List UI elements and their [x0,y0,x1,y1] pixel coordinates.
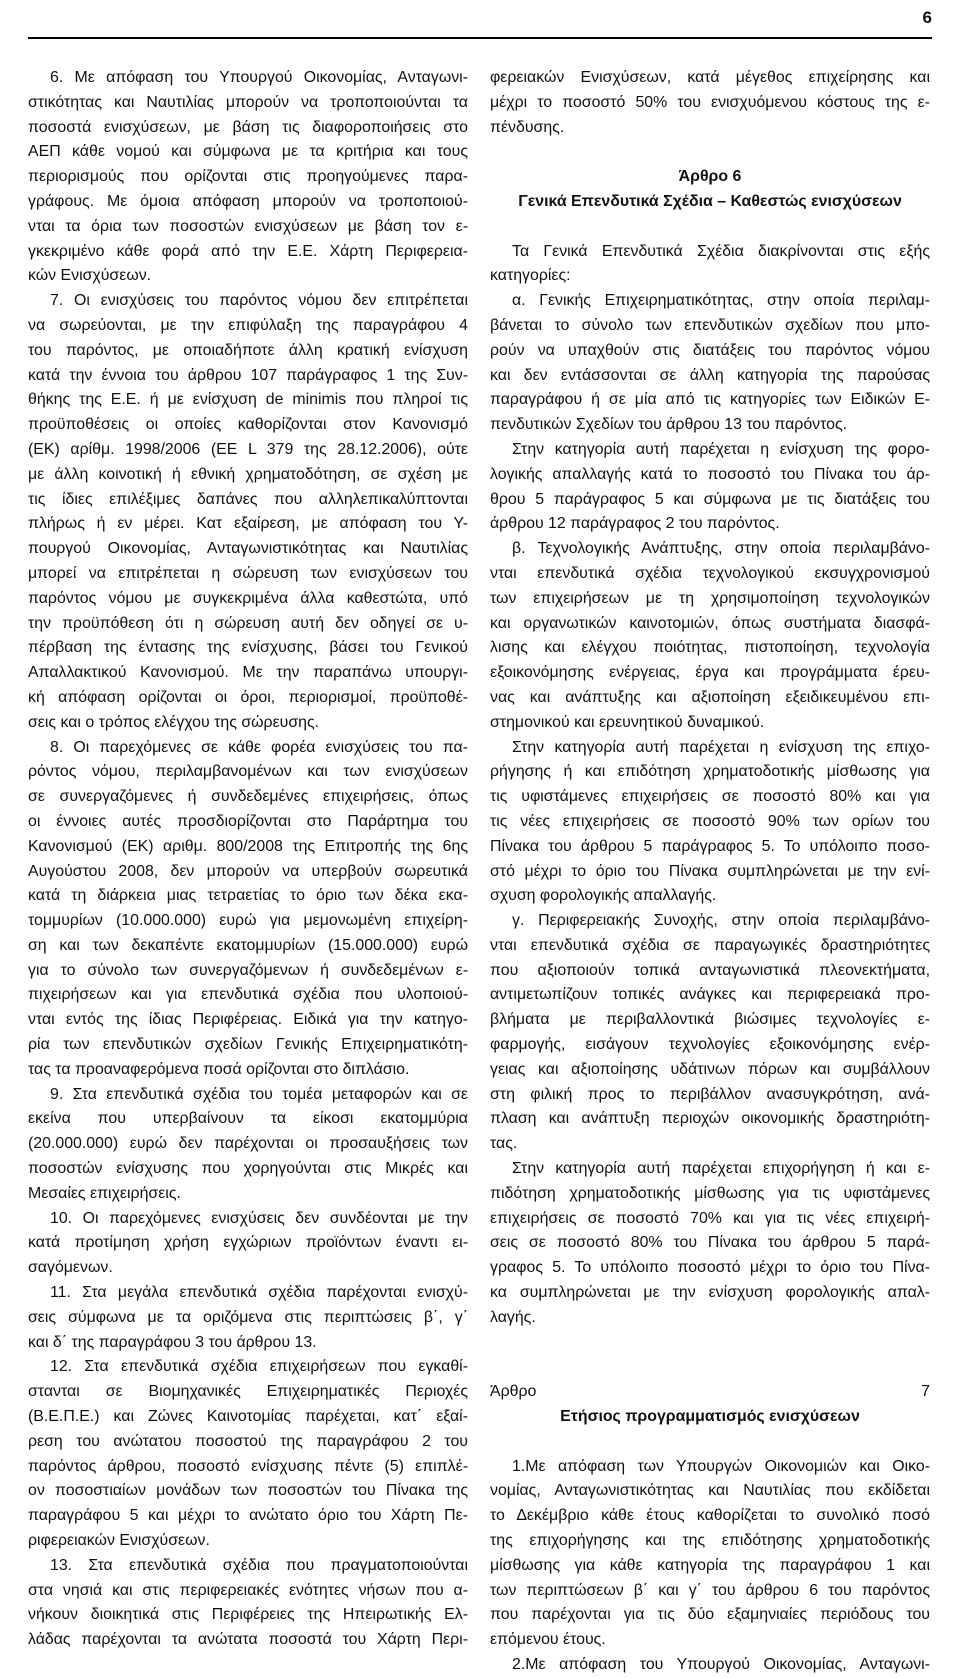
text-line: περιορισμούς που ορίζονται στις προηγούμενες παρα- [28,168,468,186]
text-line: άρθρου 12 παράγραφος 2 του παρόντος. [490,515,780,533]
text-line: των επιχειρήσεων με τη χρησιμοποίηση τεχνολογικών [490,589,930,607]
text-line: κή απόφαση ορίζονται οι όροι, περιορισμοί, προϋποθέ- [28,688,468,706]
text-line: ρούν να υπαχθούν στις διατάξεις του παρόντος νόμου [490,341,930,359]
text-line: μέχρι το ποσοστό 50% του ενισχυόμενου κόστους της ε- [490,93,930,111]
text-line: Απαλλακτικού Κανονισμού. Με την παραπάνω υπουργι- [28,664,468,682]
blank-line [490,215,930,240]
text-line: παρόντος άρθρου, ποσοστό ενίσχυσης πέντε (5) επιπλέ- [28,1457,468,1475]
text-line: (Β.Ε.Π.Ε.) και Ζώνες Καινοτομίας παρέχεται, κατ΄ εξαί- [28,1408,468,1426]
text-line: μίσθωσης για κάθε κατηγορία της παραγράφου 1 και [490,1556,930,1574]
text-line: πενδυτικών Σχεδίων του άρθρου 13 του παρόντος. [490,416,848,434]
text-line: ον ποσοστιαίων μονάδων των ποσοστών του Πίνακα της [28,1482,468,1500]
text-line: 12. Στα επενδυτικά σχέδια επιχειρήσεων που εγκαθί- [50,1358,468,1376]
text-line: στη φιλική προς το περιβάλλον ανασυγκρότηση, ανά- [490,1085,930,1103]
text-line: (ΕΚ) αρίθμ. 1998/2006 (ΕΕ L 379 της 28.12.2006), ούτε [28,440,468,458]
text-line: 2.Με απόφαση του Υπουργού Οικονομίας, Ανταγωνι- [512,1656,930,1673]
text-line: νται τα όρια των ποσοστών ενισχύσεων με βάση τον ε- [28,217,468,235]
text-line: Πίνακα του άρθρου 5 παράγραφος 5. Το υπόλοιπο ποσο- [490,837,930,855]
text-line: κατηγορίες: [490,267,571,285]
text-line: Μεσαίες επιχειρήσεις. [28,1184,181,1202]
text-line: 9. Στα επενδυτικά σχέδια του τομέα μεταφορών και σε [50,1085,468,1103]
header-rule [28,37,932,39]
text-line: 6. Με απόφαση του Υπουργού Οικονομίας, Ανταγωνι- [50,69,468,86]
text-line: θρου 5 παράγραφος 5 και σύμφωνα με τις διατάξεις του [490,490,930,508]
text-line: 10. Οι παρεχόμενες ενισχύσεις δεν συνδέονται με την [50,1209,468,1227]
text-line: Αυγούστου 2008, δεν μπορούν να υπερβούν σωρευτικά [28,862,468,880]
text-line: στανται σε Βιομηχανικές Επιχειρηματικές Περιοχές [28,1383,468,1401]
text-line: 1.Με απόφαση των Υπουργών Οικονομιών και Οικο- [512,1457,930,1475]
text-line: τις υφιστάμενες επιχειρήσεις σε ποσοστό 80% και για [490,788,930,806]
text-line: 8. Οι παρεχόμενες σε κάθε φορέα ενισχύσεις του πα- [50,738,468,756]
text-line: στα νησιά και στις περιφερειακές ενότητες νήσων που α- [28,1581,468,1599]
text-line: οι έννοιες αυτές προσδιορίζονται στο Παράρτημα του [28,812,468,830]
text-line: πιδότηση χρηματοδοτικής μίσθωσης για τις υφιστάμενες [490,1184,930,1202]
text-line: πέρβαση της έντασης της ενίσχυσης, βάσει του Γενικού [28,639,468,657]
text-line: του παρόντος, με οποιαδήποτε άλλη κρατική ενίσχυση [28,341,468,359]
text-line: Στην κατηγορία αυτή παρέχεται η ενίσχυση της φορο- [512,440,930,458]
text-line: 11. Στα μεγάλα επενδυτικά σχέδια παρέχονται ενισχύ- [50,1284,468,1302]
text-line: Κανονισμού (ΕΚ) αριθμ. 800/2008 της Επιτροπής της 6ης [28,837,468,855]
text-line: σε συνεργαζόμενες ή συνδεδεμένες επιχειρήσεις, όπως [28,788,468,806]
text-line: γκεκριμένο κάθε φορά από την Ε.Ε. Χάρτη Περιφερεια- [28,242,468,260]
text-line: την προϋπόθεση ότι η σώρευση αυτή δεν οδηγεί σε υ- [28,614,468,632]
text-line: εκείνα που υπερβαίνουν τα είκοσι εκατομμύρια [28,1110,468,1128]
text-line: Τα Γενικά Επενδυτικά Σχέδια διακρίνονται στις εξής [512,242,930,260]
text-line: σεις σύμφωνα με τα οριζόμενα στις περιπτώσεις β΄, γ΄ [28,1308,468,1326]
text-line: γειας και αξιοποίησης υδάτινων πόρων και συμβάλλουν [490,1060,930,1078]
text-line: τις νέες επιχειρήσεις σε ποσοστό 90% των ορίων του [490,812,930,830]
text-line: φερειακών Ενισχύσεων, κατά μέγεθος επιχείρησης και [490,69,930,86]
text-line: νομίας, Ανταγωνιστικότητας και Ναυτιλίας που εκδίδεται [490,1482,930,1500]
blank-line [490,1430,930,1455]
text-line: νται επενδυτικά σχέδια τεχνολογικού εκσυγχρονισμού [490,564,930,582]
page-number: 6 [922,8,932,27]
text-line: ποσοστών ενίσχυσης που χορηγούνται στις Μικρές και [28,1160,468,1178]
text-line: νήκουν διοικητικά στις Περιφέρειες της Ηπειρωτικής Ελ- [28,1606,468,1624]
blank-line [490,1355,930,1380]
text-line: αντιμετωπίζουν τοπικές ανάγκες και περιφερειακά προ- [490,986,930,1004]
text-line: 13. Στα επενδυτικά σχέδια που πραγματοποιούνται [50,1556,468,1574]
text-line: τις ίδιες επιλέξιμες δαπάνες που αλληλεπικαλύπτονται [28,490,468,508]
text-line: παραγράφου ή σε μία από τις κατηγορίες των Ειδικών Ε- [490,391,930,409]
text-line: (20.000.000) ευρώ δεν παρέχονται οι προσαυξήσεις των [28,1135,468,1153]
article-heading: Γενικά Επενδυτικά Σχέδια – Καθεστώς ενισχύσεων [518,192,902,210]
text-line: παραγράφου 5 και μέχρι το ανώτατο όριο του Χάρτη Πε- [28,1507,468,1525]
text-line: πένδυσης. [490,118,565,136]
text-line: στημονικού και ερευνητικού δυναμικού. [490,713,765,731]
text-line: να σωρεύονται, με την επιφύλαξη της παραγράφου 4 [28,316,468,334]
text-line: σεις σε ποσοστό 80% του Πίνακα του άρθρου 5 παρά- [490,1234,930,1252]
text-line: Στην κατηγορία αυτή παρέχεται η ενίσχυση της επιχο- [512,738,930,756]
text-line: νται εντός της ίδιας Περιφέρειας. Ειδικά για την κατηγο- [28,1011,468,1029]
text-line: ΑΕΠ κάθε νομού και σύμφωνα με τα κριτήρια και τους [28,143,468,161]
text-line: ρία των επενδυτικών σχεδίων Γενικής Επιχειρηματικότη- [28,1036,468,1054]
text-line: λογικής απαλλαγής κατά το ποσοστό του Πίνακα του άρ- [490,465,930,483]
text-line: Άρθρο 7 [490,1383,930,1401]
text-line: κα συμπληρώνεται με την ενίσχυση φορολογικής απαλ- [490,1284,930,1302]
text-line: πλήρως ή εν μέρει. Κατ εξαίρεση, με απόφαση του Υ- [28,515,468,533]
text-line: ρόντος νόμου, περιλαμβανομένων και των ενισχύσεων [28,763,468,781]
text-line: μπορεί να επιτρέπεται η σώρευση των ενισχύσεων του [28,564,468,582]
text-line: Στην κατηγορία αυτή παρέχεται επιχορήγηση ή και ε- [512,1160,930,1178]
text-line: ση και των δεκαπέντε εκατομμυρίων (15.000.000) ευρώ [28,936,468,954]
text-line: που παρέχονται για τις δύο εξαμηνιαίες περιόδους του [490,1606,930,1624]
text-line: με άλλη κοινοτική ή εθνική χρηματοδότηση, σε σχέση με [28,465,468,483]
text-line: ριφερειακών Ενισχύσεων. [28,1532,210,1550]
text-line: β. Τεχνολογικής Ανάπτυξης, στην οποία περιλαμβάνο- [512,540,930,558]
text-line: σαγόμενων. [28,1259,113,1277]
text-line: τας. [490,1135,518,1153]
text-line: νας και ανάπτυξης και αξιοποίηση εξειδικευμένου επι- [490,688,930,706]
text-line: παρόντος νόμου με συγκεκριμένα άλλα καθεστώτα, υπό [28,589,468,607]
text-line: ρήγησης ή και επιδότηση χρηματοδοτικής μίσθωσης για [490,763,930,781]
text-line: βλήματα με περιβαλλοντικά βιώσιμες τεχνολογίες ε- [490,1011,930,1029]
text-line: θήκης της Ε.Ε. ή με ενίσχυση de minimis που πληροί τις [28,391,468,409]
text-line: πλαση και ανάπτυξη περιοχών οικονομικής δραστηριότη- [490,1110,930,1128]
text-line: της επιχορήγησης και της επιδότησης χρηματοδοτικής [490,1532,930,1550]
article-heading: Ετήσιος προγραμματισμός ενισχύσεων [560,1408,860,1426]
text-line: ρεση του ανώτατου ποσοστού της παραγράφου 2 του [28,1432,468,1450]
blank-line [490,1331,930,1356]
text-line: κατά την έννοια του άρθρου 107 παράγραφος 1 της Συν- [28,366,468,384]
text-line: α. Γενικής Επιχειρηματικότητας, στην οποία περιλαμ- [512,292,930,310]
article-heading: Άρθρο 6 [678,168,742,186]
left-column [28,66,468,1653]
text-line: 7. Οι ενισχύσεις του παρόντος νόμου δεν επιτρέπεται [50,292,468,310]
text-line: νται επενδυτικά σχέδια σε παραγωγικές δραστηριότητες [490,936,930,954]
text-line: ποσοστά ενισχύσεων, με βάση τις διαφοροποιήσεις στο [28,118,468,136]
text-line: φαρμογής, εισάγουν τεχνολογίες εξοικονόμησης ενέρ- [490,1036,930,1054]
blank-line [490,140,930,165]
text-line: κών Ενισχύσεων. [28,267,152,285]
text-line: το Δεκέμβριο κάθε έτους καθορίζεται το συνολικό ποσό [490,1507,930,1525]
text-line: γραφος 5. Το υπόλοιπο ποσοστό μέχρι το όριο του Πίνα- [490,1259,930,1277]
text-line: στό μέχρι το όριο του Πίνακα συμπληρώνεται με την ενί- [490,862,930,880]
text-line: τομμυρίων (10.000.000) ευρώ για μεμονωμένη επιχείρη- [28,912,468,930]
text-line: που αξιοποιούν τοπικά ανταγωνιστικά πλεονεκτήματα, [490,961,930,979]
text-line: προϋποθέσεις οι οποίες καθορίζονται στον Κανονισμό [28,416,468,434]
text-line: λαγής. [490,1308,536,1326]
text-line: σεις και ο τρόπος ελέγχου της σώρευσης. [28,713,320,731]
text-line: επόμενου έτους. [490,1631,606,1649]
right-column [490,66,930,1678]
text-line: των περιπτώσεων β΄ και γ΄ του άρθρου 6 του παρόντος [490,1581,930,1599]
text-line: γράφους. Με όμοια απόφαση μπορούν να τροποποιού- [28,192,468,210]
text-line: λισης και ελέγχου ποιότητας, πιστοποίηση, τεχνολογία [490,639,930,657]
text-line: γ. Περιφερειακής Συνοχής, στην οποία περιλαμβάνο- [512,912,930,930]
text-line: και δεν εντάσσονται σε άλλη κατηγορία της παρούσας [490,366,930,384]
text-line: και οργανωτικών καινοτομιών, όπως συστήματα διασφά- [490,614,930,632]
text-line: κατά τη διάρκεια μιας τετραετίας το όριο των δέκα εκα- [28,887,468,905]
text-line: εξοικονόμησης ενέργειας, έργα και προγράμματα έρευ- [490,664,930,682]
text-line: τας τα προαναφερόμενα ποσά ορίζονται στο διπλάσιο. [28,1060,410,1078]
text-line: βάνεται το σύνολο των επενδυτικών σχεδίων που μπο- [490,316,930,334]
text-line: στικότητας και Ναυτιλίας μπορούν να τροποποιούνται τα [28,93,468,111]
text-line: λάδας παρέχονται τα ανώτατα ποσοστά του Χάρτη Περι- [28,1631,468,1649]
text-line: πουργού Οικονομίας, Ανταγωνιστικότητας και Ναυτιλίας [28,540,468,558]
text-line: κατά προτίμηση χρήση εγχώριων προϊόντων έναντι ει- [28,1234,468,1252]
text-line: πιχειρήσεων και για επενδυτικά σχέδια που υλοποιού- [28,986,468,1004]
text-line: επιχειρήσεις σε ποσοστό 70% και για τις νέες επιχειρή- [490,1209,930,1227]
text-line: σχυση φορολογικής απαλλαγής. [490,887,717,905]
text-line: για το σύνολο των συνεργαζόμενων ή συνδεδεμένων ε- [28,961,468,979]
text-line: και δ΄ της παραγράφου 3 του άρθρου 13. [28,1333,317,1351]
